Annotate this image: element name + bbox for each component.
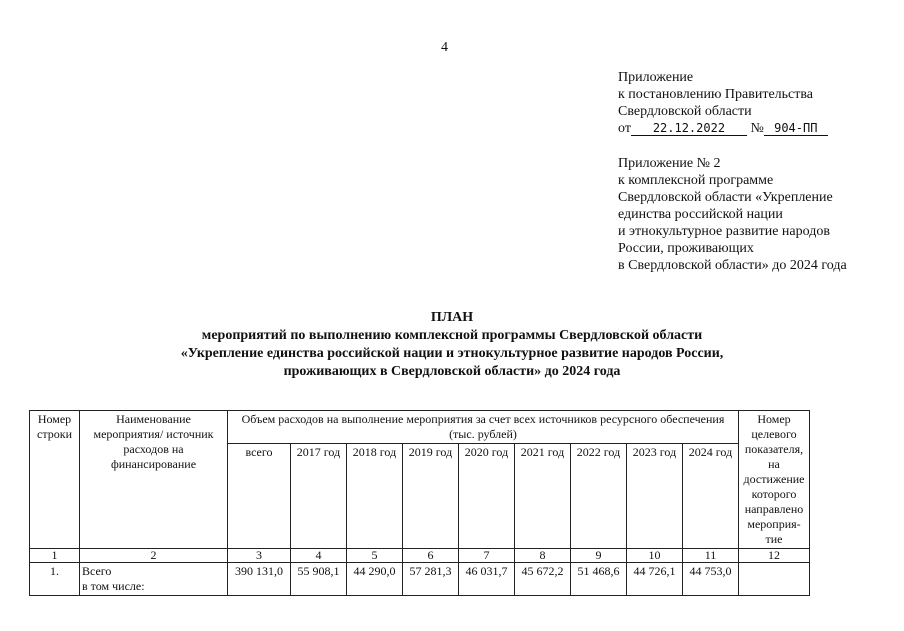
header-volume: Объем расходов на выполнение мероприятия за счет всех источников ресурсного обеспечения (тыс. рублей) [228, 411, 739, 444]
row-year-value: 46 031,7 [459, 563, 515, 596]
row-total: 390 131,0 [228, 563, 291, 596]
header-total: всего [228, 444, 291, 549]
appendix-line: России, проживающих [618, 241, 754, 256]
resolution-date-line [618, 120, 888, 137]
header-year: 2024 год [683, 444, 739, 549]
title-heading: ПЛАН [430, 310, 474, 325]
appendix-line: Приложение № 2 [618, 156, 721, 171]
header-year: 2020 год [459, 444, 515, 549]
row-year-value: 57 281,3 [403, 563, 459, 596]
row-year-value: 45 672,2 [515, 563, 571, 596]
column-number: 9 [571, 549, 627, 563]
header-year: 2021 год [515, 444, 571, 549]
column-number: 8 [515, 549, 571, 563]
header-row-number: Номер строки [30, 411, 80, 549]
row-name [80, 563, 228, 596]
column-number: 2 [80, 549, 228, 563]
date-prefix: от [618, 121, 631, 136]
row-year-value: 44 753,0 [683, 563, 739, 596]
appendix-line: единства российской нации [618, 207, 783, 222]
appendix-line: к комплексной программе [618, 173, 774, 188]
column-number: 1 [30, 549, 80, 563]
plan-table [29, 410, 810, 596]
column-number: 12 [739, 549, 810, 563]
header-year: 2019 год [403, 444, 459, 549]
appendix-line: Свердловской области «Укрепление [618, 190, 833, 205]
row-number: 1. [30, 563, 80, 596]
header-year: 2017 год [291, 444, 347, 549]
column-number: 3 [228, 549, 291, 563]
title-line: проживающих в Свердловской области» до 2024 года [283, 364, 621, 379]
appendix-line: Свердловской области [618, 104, 752, 119]
appendix-line: Приложение [618, 70, 694, 85]
page-number: 4 [441, 40, 448, 55]
appendix-program-block [618, 155, 888, 274]
appendix-line: в Свердловской области» до 2024 года [618, 258, 847, 273]
appendix-resolution-block [618, 69, 888, 137]
table-row [30, 563, 810, 596]
row-name-including: в том числе: [82, 579, 145, 593]
column-number: 11 [683, 549, 739, 563]
row-year-value: 44 290,0 [347, 563, 403, 596]
row-year-value: 55 908,1 [291, 563, 347, 596]
row-year-value: 44 726,1 [627, 563, 683, 596]
title-line: «Укрепление единства российской нации и этнокультурное развитие народов России, [180, 346, 724, 361]
header-year: 2023 год [627, 444, 683, 549]
appendix-line: к постановлению Правительства [618, 87, 814, 102]
column-number: 10 [627, 549, 683, 563]
header-year: 2022 год [571, 444, 627, 549]
resolution-number: 904-ПП [764, 121, 828, 136]
column-number-row [30, 549, 810, 563]
appendix-line: и этнокультурное развитие народов [618, 224, 830, 239]
document-title [0, 309, 904, 381]
resolution-date: 22.12.2022 [631, 121, 747, 136]
column-number: 7 [459, 549, 515, 563]
row-year-value: 51 468,6 [571, 563, 627, 596]
row-name-total: Всего [82, 564, 112, 578]
header-name: Наименование мероприятия/ источник расходов на финансирование [80, 411, 228, 549]
column-number: 6 [403, 549, 459, 563]
column-number: 5 [347, 549, 403, 563]
header-target: Номер целевого показателя, на достижение которого направлено мероприя-тие [739, 411, 810, 549]
header-year: 2018 год [347, 444, 403, 549]
row-target [739, 563, 810, 596]
column-number: 4 [291, 549, 347, 563]
title-line: мероприятий по выполнению комплексной программы Свердловской области [201, 328, 703, 343]
number-prefix: № [750, 121, 764, 136]
